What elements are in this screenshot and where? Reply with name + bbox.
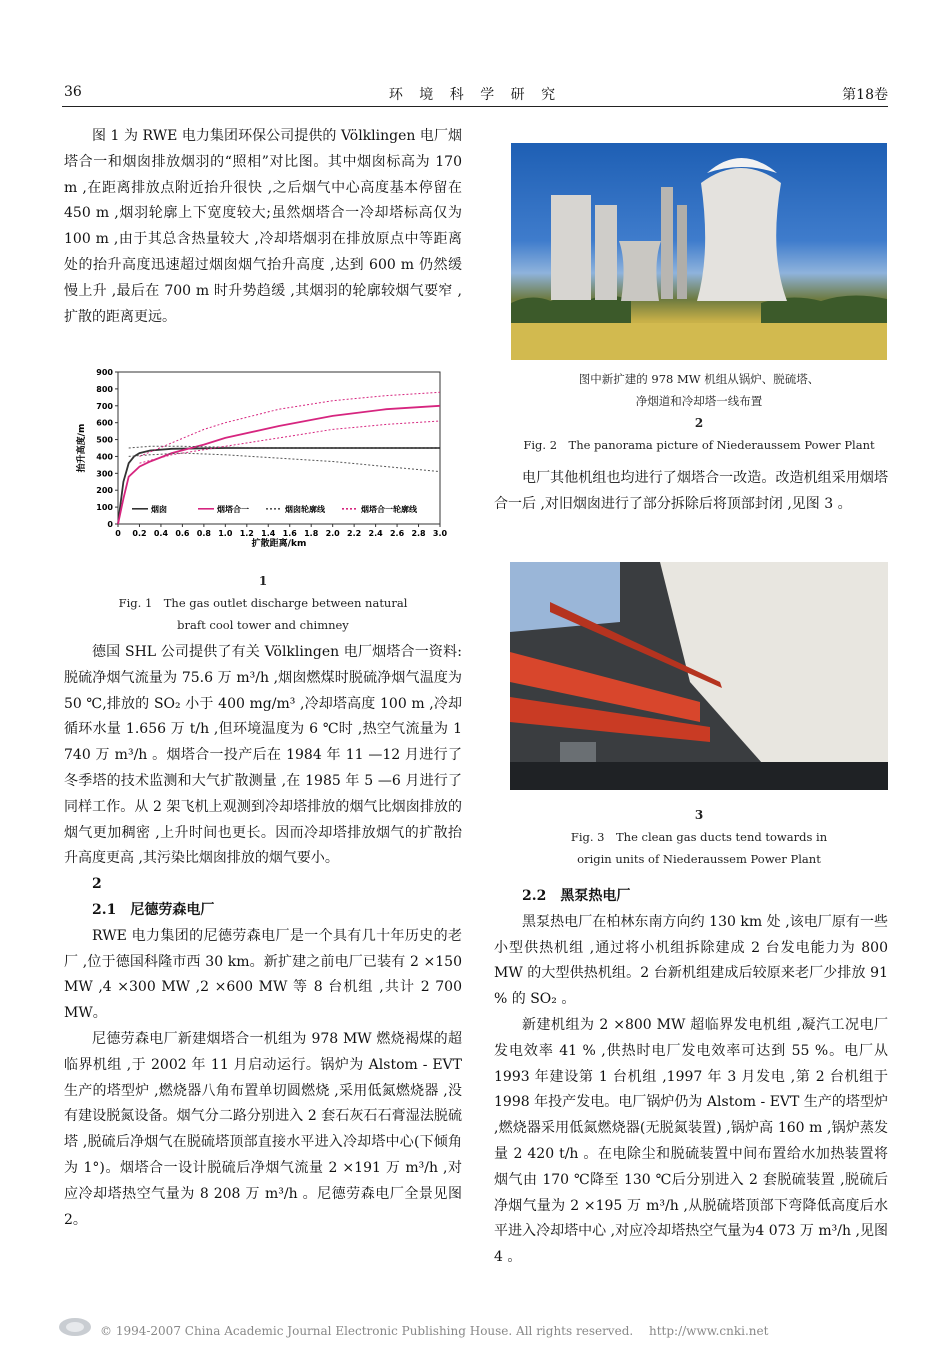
x-tick-label: 2.2 xyxy=(347,529,362,538)
figure-1-caption xyxy=(64,570,462,636)
y-tick-label: 800 xyxy=(96,384,113,394)
x-tick-label: 2.6 xyxy=(389,529,405,538)
caption-line: Fig. 2 The panorama picture of Niederaussem Power Plant xyxy=(523,438,875,452)
y-tick-label: 600 xyxy=(96,418,113,428)
logo-icon xyxy=(58,1316,92,1338)
copyright-footer: © 1994-2007 China Academic Journal Electronic Publishing House. All rights reserved. http://www.cnki.net xyxy=(100,1324,769,1338)
x-tick-label: 2.8 xyxy=(411,529,426,538)
paragraph: 新建机组为 2 ×800 MW 超临界发电机组 ,凝汽工况电厂发电效率 41 % ,供热时电厂发电效率可达到 55 %。电厂从 1993 年建设第 1 台机组 ,1997 年 3 月发电 ,第 2 台机组于 1998 年投产发电。电厂锅炉仍为 Alstom - EVT 生产的塔型炉 ,燃烧器采用低氮燃烧器(无脱氮装置) ,锅炉高 160 m ,锅炉蒸发量 2 420 t/h 。在电除尘和脱硫装置中间布置给水加热装置将烟气由 170 ℃降至 130 ℃后分别进入 2 套脱硫装置 ,脱硫后净烟气量为 2 ×195 万 m³/h ,从脱硫塔顶部下弯降低高度后水平进入冷却塔中心 ,对应冷却塔热空气量为4 073 万 m³/h ,见图 4 。 xyxy=(494,1016,888,1266)
y-tick-label: 900 xyxy=(96,368,113,377)
paragraph: 德国 SHL 公司提供了有关 Völklingen 电厂烟塔合一资料:脱硫净烟气流量为 75.6 万 m³/h ,烟囱燃煤时脱硫净烟气温度为 50 ℃,排放的 SO₂ 小于 400 mg/m³ ,冷却塔高度 100 m ,冷却循环水量 1.656 万 t/h ,但环境温度为 6 ℃时 ,热空气流量为 1 740 万 m³/h 。烟塔合一投产后在 1984 年 11 —12 月进行了冬季塔的技术监测和大气扩散测量 ,在 1985 年 5 —6 月进行了同样工作。从 2 架飞机上观测到冷却塔排放的烟气比烟囱排放的烟气更加稠密 ,上升时间也更长。因而冷却塔排放烟气的扩散抬升高度更高 ,其污染比烟囱排放的烟气要小。 xyxy=(64,644,462,867)
figure-2-photo xyxy=(511,143,887,360)
line-chart xyxy=(70,368,460,558)
volume-label: 第18卷 xyxy=(842,87,888,103)
figure-number: 2 xyxy=(694,416,704,430)
journal-title: 环 境 科 学 研 究 xyxy=(388,87,562,103)
paragraph: 尼德劳森电厂新建烟塔合一机组为 978 MW 燃烧褐煤的超临界机组 ,于 2002 年 11 月启动运行。锅炉为 Alstom - EVT 生产的塔型炉 ,燃烧器八角布置单切圆燃烧 ,采用低氮燃烧器 ,没有建设脱氮设备。烟气分二路分别进入 2 套石灰石石膏湿法脱硫塔 ,脱硫后净烟气在脱硫塔顶部直接水平进入冷却塔中心(下倾角为 1°)。烟塔合一设计脱硫后净烟气流量 2 ×191 万 m³/h ,对应冷却塔热空气量为 8 208 万 m³/h 。尼德劳森电厂全景见图 2。 xyxy=(64,1030,462,1228)
section-number: 2 xyxy=(92,876,102,893)
page-header xyxy=(62,84,888,106)
x-tick-label: 0.2 xyxy=(132,529,147,538)
y-axis-label: 抬升高度/m xyxy=(77,423,87,473)
caption-line: braft cool tower and chimney xyxy=(177,618,349,632)
x-tick-label: 2.0 xyxy=(325,529,340,538)
paragraph: 电厂其他机组也均进行了烟塔合一改造。改造机组采用烟塔合一后 ,对旧烟囱进行了部分拆除后将顶部封闭 ,见图 3 。 xyxy=(494,470,888,512)
x-tick-label: 3.0 xyxy=(432,529,448,538)
section-heading: 2.2 黑泵热电厂 xyxy=(522,888,631,904)
figure-1-chart xyxy=(70,368,460,558)
power-plant-illustration xyxy=(511,143,887,360)
right-column-bottom xyxy=(494,884,888,1271)
caption-line: Fig. 1 The gas outlet discharge between natural xyxy=(118,596,408,610)
paragraph: RWE 电力集团的尼德劳森电厂是一个具有几十年历史的老厂 ,位于德国科隆市西 30 km。新扩建之前电厂已装有 2 ×150 MW ,4 ×300 MW ,2 ×600 MW 等 8 台机组 ,共计 2 700 MW。 xyxy=(64,927,462,1022)
x-axis-label: 扩散距离/km xyxy=(251,539,307,549)
y-tick-label: 700 xyxy=(96,401,113,411)
x-tick-label: 0.4 xyxy=(153,529,169,538)
y-tick-label: 0 xyxy=(107,520,113,529)
paragraph: 图 1 为 RWE 电力集团环保公司提供的 Völklingen 电厂烟塔合一和烟囱排放烟羽的“照相”对比图。其中烟囱标高为 170 m ,在距离排放点附近抬升很快 ,之后烟气中心高度基本停留在 450 m ,烟羽轮廓上下宽度较大;虽然烟塔合一冷却塔标高仅为 100 m ,由于其总含热量较大 ,冷却塔烟羽在排放原点中等距离处的抬升高度迅速超过烟囱烟气抬升高度 ,达到 600 m 仍然缓慢上升 ,最后在 700 m 时升势趋缓 ,其烟羽的轮廓较烟气要窄 ,扩散的距离更远。 xyxy=(64,128,462,325)
caption-line: origin units of Niederaussem Power Plant xyxy=(577,852,821,866)
x-tick-label: 2.4 xyxy=(368,529,383,538)
cnki-logo xyxy=(58,1316,92,1338)
left-column-top xyxy=(64,124,462,330)
legend-label: 烟塔合一 xyxy=(217,504,249,514)
figure-3-photo xyxy=(510,562,888,790)
legend-label: 烟囱轮廓线 xyxy=(285,504,325,514)
left-column-bottom xyxy=(64,640,462,1233)
right-column-top xyxy=(494,466,888,518)
x-tick-label: 0.8 xyxy=(196,529,211,538)
series-line xyxy=(129,453,440,472)
y-tick-label: 100 xyxy=(96,503,113,513)
series-line xyxy=(140,421,441,463)
figure-3-caption xyxy=(510,804,888,870)
legend-label: 烟囱 xyxy=(151,504,167,514)
photo-caption-line: 图中新扩建的 978 MW 机组从锅炉、脱硫塔、 xyxy=(578,372,820,386)
photo-caption-line: 净烟道和冷却塔一线布置 xyxy=(635,394,763,408)
header-rule xyxy=(62,106,888,107)
y-tick-label: 500 xyxy=(96,435,113,445)
y-tick-label: 200 xyxy=(96,486,113,496)
section-heading: 2.1 尼德劳森电厂 xyxy=(92,901,215,918)
x-tick-label: 0 xyxy=(115,529,121,538)
figure-number: 3 xyxy=(694,808,704,822)
figure-2-caption xyxy=(511,368,887,456)
y-tick-label: 400 xyxy=(96,452,113,462)
x-tick-label: 1.0 xyxy=(218,529,233,538)
x-tick-label: 1.2 xyxy=(239,529,254,538)
caption-line: Fig. 3 The clean gas ducts tend towards in xyxy=(570,830,828,844)
legend-label: 烟塔合一轮廓线 xyxy=(361,504,417,514)
x-tick-label: 1.4 xyxy=(261,529,276,538)
x-tick-label: 1.6 xyxy=(282,529,297,538)
ducts-illustration xyxy=(510,562,888,790)
x-tick-label: 1.8 xyxy=(304,529,319,538)
paragraph: 黑泵热电厂在柏林东南方向约 130 km 处 ,该电厂原有一些小型供热机组 ,通过将小机组拆除建成 2 台发电能力为 800 MW 的大型供热机组。2 台新机组建成后较原来老厂少排放 91 % 的 SO₂ 。 xyxy=(494,913,888,1008)
figure-number: 1 xyxy=(258,574,268,588)
x-tick-label: 0.6 xyxy=(175,529,190,538)
page-number: 36 xyxy=(64,84,82,100)
y-tick-label: 300 xyxy=(96,469,113,479)
